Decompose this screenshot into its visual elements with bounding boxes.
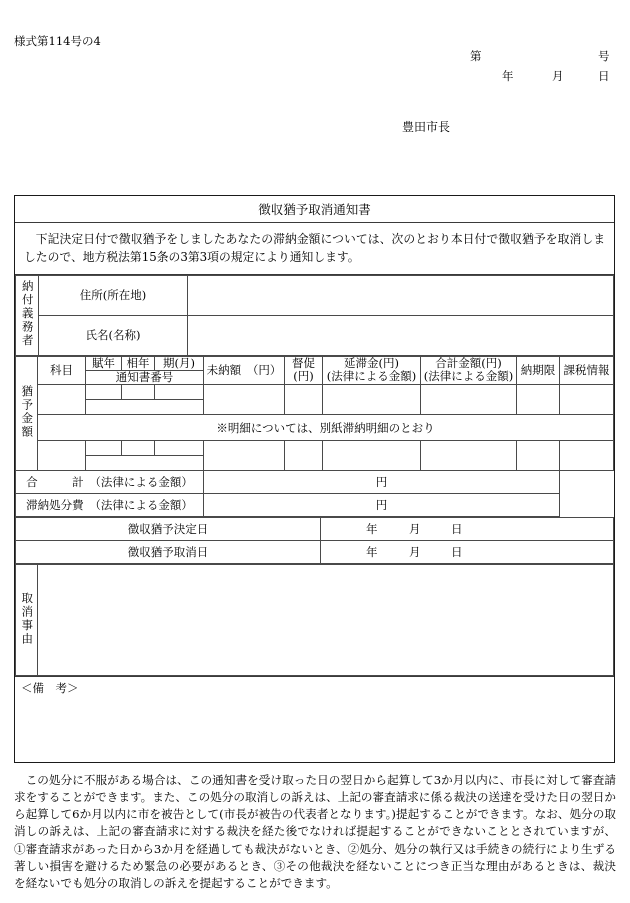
- col-header-unpaid-amount: 未納額 （円）: [204, 356, 285, 384]
- col-header-levy-year: 賦年: [86, 356, 122, 370]
- cell-fiscal-year[interactable]: [122, 441, 155, 456]
- cell-demand[interactable]: [285, 385, 323, 415]
- disposition-cost-row: [16, 494, 614, 517]
- date-day-label: 日: [598, 69, 610, 83]
- cell-notice-number[interactable]: [86, 400, 204, 415]
- payer-name-label: 氏名(名称): [39, 315, 188, 355]
- reason-row: [16, 565, 614, 676]
- reason-value[interactable]: [38, 565, 614, 676]
- cancel-day-label: 日: [451, 545, 463, 559]
- payer-section-label: 納付義務者: [16, 275, 39, 355]
- col-header-fiscal-year: 相年: [122, 356, 155, 370]
- cell-unpaid-amount[interactable]: [204, 441, 285, 471]
- grand-total-value[interactable]: 円: [204, 471, 560, 494]
- table-row: [16, 385, 614, 400]
- detail-note: ※明細については、別紙滞納明細のとおり: [38, 415, 614, 441]
- cell-term-month[interactable]: [155, 441, 204, 456]
- cancel-date-value[interactable]: [321, 541, 614, 564]
- cell-total[interactable]: [421, 385, 517, 415]
- grand-total-label: 合 計 （法律による金額）: [16, 471, 204, 494]
- cell-unpaid-amount[interactable]: [204, 385, 285, 415]
- payer-name-row: [16, 315, 614, 355]
- cell-due-date[interactable]: [517, 441, 560, 471]
- payer-address-value[interactable]: [188, 275, 614, 315]
- col-header-due-date: 納期限: [517, 356, 560, 384]
- payer-name-value[interactable]: [188, 315, 614, 355]
- decision-day-label: 日: [451, 522, 463, 536]
- cell-levy-year[interactable]: [86, 385, 122, 400]
- cell-subject[interactable]: [38, 385, 86, 415]
- col-header-delinquency-line2: (法律による金額): [326, 369, 417, 384]
- col-header-demand-line2: (円): [293, 369, 314, 384]
- cell-total[interactable]: [421, 441, 517, 471]
- decision-date-row: [16, 518, 614, 541]
- cell-tax-info[interactable]: [560, 441, 614, 471]
- date-month-label: 月: [552, 69, 564, 83]
- cell-subject[interactable]: [38, 441, 86, 471]
- cell-term-month[interactable]: [155, 385, 204, 400]
- cell-delinquency[interactable]: [323, 385, 421, 415]
- date-year-label: 年: [502, 69, 514, 83]
- cancel-date-label: 徴収猶予取消日: [16, 541, 321, 564]
- reason-label: 取消事由: [16, 565, 38, 676]
- decision-date-value[interactable]: [321, 518, 614, 541]
- col-header-notice-number: 通知書番号: [86, 370, 204, 384]
- deferral-table: [15, 356, 614, 517]
- number-prefix-label: 第: [470, 49, 482, 63]
- cell-notice-number[interactable]: [86, 456, 204, 471]
- dates-table: [15, 517, 614, 564]
- intro-text: 下記決定日付で徴収猶予をしましたあなたの滞納金額については、次のとおり本日付で徴収猶予を取消しましたので、地方税法第15条の3第3項の規定により通知します。: [24, 232, 605, 265]
- payer-table: [15, 275, 614, 356]
- col-header-demand-line1: 督促: [292, 355, 315, 370]
- col-header-tax-info: 課税情報: [560, 356, 614, 384]
- remarks-section[interactable]: [15, 676, 614, 736]
- appeal-notice: [14, 772, 616, 892]
- intro-paragraph: [15, 223, 614, 275]
- cancel-year-label: 年: [366, 545, 378, 559]
- table-row: [16, 441, 614, 456]
- deferral-header-row: [16, 356, 614, 370]
- remarks-label: ＜備 考＞: [21, 681, 79, 695]
- disposition-cost-value[interactable]: 円: [204, 494, 560, 517]
- grand-total-row: [16, 471, 614, 494]
- number-suffix-label: 号: [598, 49, 610, 63]
- cell-levy-year[interactable]: [86, 441, 122, 456]
- payer-address-label: 住所(所在地): [39, 275, 188, 315]
- col-header-delinquency: [323, 356, 421, 384]
- cell-due-date[interactable]: [517, 385, 560, 415]
- cancel-date-row: [16, 541, 614, 564]
- detail-note-row: [16, 415, 614, 441]
- document-title: 徴収猶予取消通知書: [15, 196, 614, 223]
- decision-date-label: 徴収猶予決定日: [16, 518, 321, 541]
- col-header-delinquency-line1: 延滞金(円): [344, 355, 399, 370]
- decision-year-label: 年: [366, 522, 378, 536]
- decision-month-label: 月: [409, 522, 421, 536]
- cell-delinquency[interactable]: [323, 441, 421, 471]
- issuer-name: 豊田市長: [402, 120, 451, 134]
- col-header-total-line1: 合計金額(円): [435, 355, 502, 370]
- col-header-subject: 科目: [38, 356, 86, 384]
- cell-demand[interactable]: [285, 441, 323, 471]
- col-header-total-line2: (法律による金額): [423, 369, 514, 384]
- col-header-total: [421, 356, 517, 384]
- reason-table: [15, 564, 614, 676]
- cancel-month-label: 月: [409, 545, 421, 559]
- deferral-section-label: 猶予金額: [16, 356, 38, 470]
- cell-tax-info[interactable]: [560, 385, 614, 415]
- form-number: 様式第114号の4: [14, 34, 101, 48]
- col-header-demand: [285, 356, 323, 384]
- col-header-term-month: 期(月): [155, 356, 204, 370]
- notification-box: [14, 195, 615, 763]
- disposition-cost-label: 滞納処分費 （法律による金額）: [16, 494, 204, 517]
- cell-fiscal-year[interactable]: [122, 385, 155, 400]
- payer-address-row: [16, 275, 614, 315]
- appeal-notice-text: この処分に不服がある場合は、この通知書を受け取った日の翌日から起算して3か月以内に、市長に対して審査請求をすることができます。また、この処分の取消しの訴えは、上記の審査請求に係る裁決の送達を受けた日の翌日から起算して6か月以内に市を被告として(市長が被告の代表者となります。)提起することができます。なお、処分の取消しの訴えは、上記の審査請求に対する裁決を経た後でなければ提起することができないこととされていますが、①審査請求があった日から3か月を経過しても裁決がないとき、②処分、処分の執行又は手続きの続行により生ずる著しい損害を避けるため緊急の必要があるとき、③その他裁決を経ないことにつき正当な理由があるときは、裁決を経ないでも処分の取消しの訴えを提起することができます。: [14, 773, 616, 890]
